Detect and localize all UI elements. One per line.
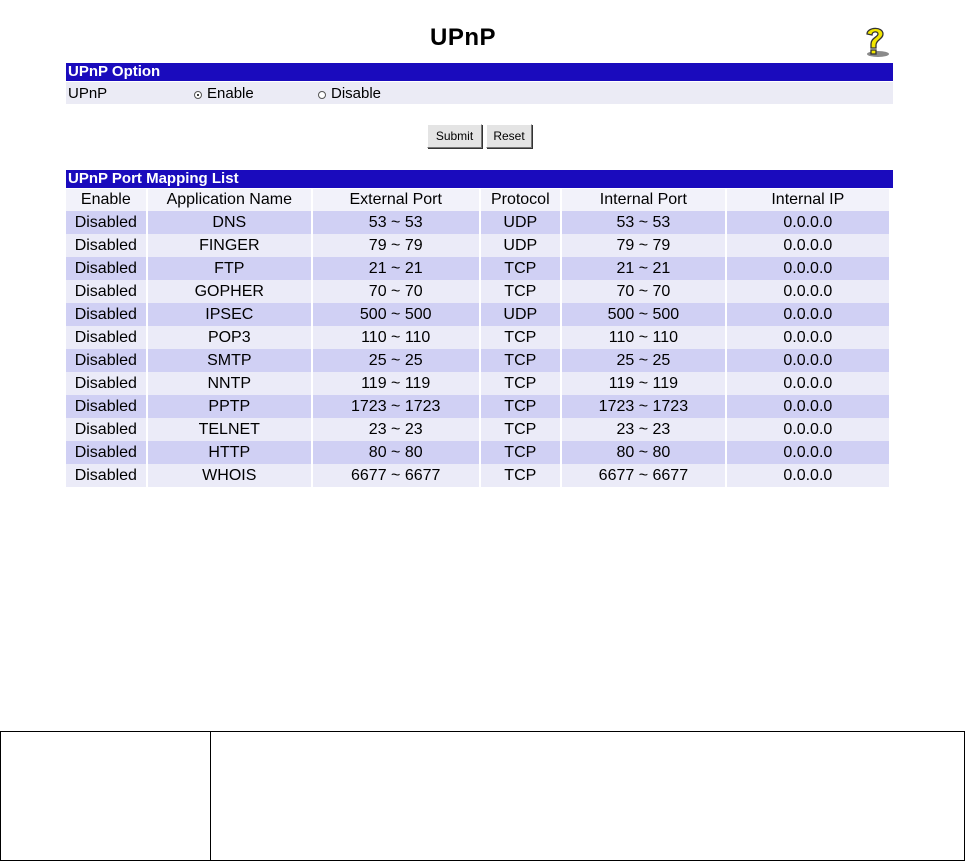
enable-radio[interactable] <box>194 82 254 106</box>
cell-protocol: TCP <box>481 326 561 349</box>
enable-radio-label: Enable <box>207 85 254 102</box>
disable-radio-indicator[interactable] <box>318 91 326 99</box>
cell-external-port: 1723 ~ 1723 <box>313 395 479 418</box>
cell-protocol: TCP <box>481 418 561 441</box>
table-row <box>66 441 889 464</box>
cell-application-name: IPSEC <box>148 303 311 326</box>
cell-internal-ip: 0.0.0.0 <box>727 326 889 349</box>
cell-internal-ip: 0.0.0.0 <box>727 211 889 234</box>
cell-internal-port: 70 ~ 70 <box>562 280 725 303</box>
cell-internal-ip: 0.0.0.0 <box>727 464 889 487</box>
port-mapping-table <box>64 189 891 487</box>
cell-external-port: 110 ~ 110 <box>313 326 479 349</box>
cell-external-port: 79 ~ 79 <box>313 234 479 257</box>
cell-internal-ip: 0.0.0.0 <box>727 441 889 464</box>
cell-enable: Disabled <box>66 372 146 395</box>
table-row <box>66 257 889 280</box>
cell-internal-port: 1723 ~ 1723 <box>562 395 725 418</box>
page-title: UPnP <box>429 24 496 51</box>
cell-protocol: TCP <box>481 395 561 418</box>
cell-protocol: TCP <box>481 372 561 395</box>
cell-internal-port: 119 ~ 119 <box>562 372 725 395</box>
cell-internal-ip: 0.0.0.0 <box>727 349 889 372</box>
cell-protocol: UDP <box>481 211 561 234</box>
cell-application-name: SMTP <box>148 349 311 372</box>
cell-external-port: 23 ~ 23 <box>313 418 479 441</box>
table-row <box>66 234 889 257</box>
cell-internal-port: 25 ~ 25 <box>562 349 725 372</box>
column-header: External Port <box>313 189 479 211</box>
help-question-icon[interactable] <box>858 24 892 58</box>
cell-application-name: FTP <box>148 257 311 280</box>
cell-enable: Disabled <box>66 234 146 257</box>
table-row <box>66 280 889 303</box>
cell-application-name: WHOIS <box>148 464 311 487</box>
cell-internal-port: 80 ~ 80 <box>562 441 725 464</box>
cell-application-name: HTTP <box>148 441 311 464</box>
cell-external-port: 500 ~ 500 <box>313 303 479 326</box>
cell-internal-ip: 0.0.0.0 <box>727 395 889 418</box>
cell-internal-port: 79 ~ 79 <box>562 234 725 257</box>
cell-protocol: TCP <box>481 280 561 303</box>
cell-enable: Disabled <box>66 211 146 234</box>
cell-external-port: 25 ~ 25 <box>313 349 479 372</box>
cell-internal-ip: 0.0.0.0 <box>727 257 889 280</box>
cell-application-name: DNS <box>148 211 311 234</box>
cell-protocol: TCP <box>481 349 561 372</box>
cell-enable: Disabled <box>66 349 146 372</box>
cell-internal-port: 110 ~ 110 <box>562 326 725 349</box>
table-row <box>66 418 889 441</box>
cell-internal-ip: 0.0.0.0 <box>727 234 889 257</box>
bottom-table-divider <box>210 732 211 860</box>
cell-application-name: POP3 <box>148 326 311 349</box>
cell-protocol: TCP <box>481 257 561 280</box>
disable-radio[interactable] <box>318 82 381 106</box>
reset-button[interactable]: Reset <box>486 124 532 148</box>
cell-internal-ip: 0.0.0.0 <box>727 372 889 395</box>
cell-internal-ip: 0.0.0.0 <box>727 303 889 326</box>
cell-internal-ip: 0.0.0.0 <box>727 418 889 441</box>
cell-external-port: 53 ~ 53 <box>313 211 479 234</box>
cell-enable: Disabled <box>66 441 146 464</box>
cell-external-port: 70 ~ 70 <box>313 280 479 303</box>
form-buttons <box>427 124 532 148</box>
cell-internal-port: 6677 ~ 6677 <box>562 464 725 487</box>
table-row <box>66 395 889 418</box>
column-header: Internal Port <box>562 189 725 211</box>
cell-enable: Disabled <box>66 464 146 487</box>
cell-internal-port: 500 ~ 500 <box>562 303 725 326</box>
cell-enable: Disabled <box>66 395 146 418</box>
cell-protocol: UDP <box>481 303 561 326</box>
cell-application-name: FINGER <box>148 234 311 257</box>
table-row <box>66 372 889 395</box>
enable-radio-indicator[interactable] <box>194 91 202 99</box>
table-row <box>66 211 889 234</box>
table-row <box>66 464 889 487</box>
upnp-option-row <box>66 82 893 104</box>
cell-application-name: GOPHER <box>148 280 311 303</box>
submit-button[interactable]: Submit <box>427 124 482 148</box>
cell-external-port: 6677 ~ 6677 <box>313 464 479 487</box>
upnp-option-header: UPnP Option <box>66 63 893 81</box>
cell-external-port: 119 ~ 119 <box>313 372 479 395</box>
cell-internal-port: 53 ~ 53 <box>562 211 725 234</box>
cell-enable: Disabled <box>66 418 146 441</box>
disable-radio-label: Disable <box>331 85 382 102</box>
cell-enable: Disabled <box>66 257 146 280</box>
cell-protocol: UDP <box>481 234 561 257</box>
table-row <box>66 303 889 326</box>
cell-internal-ip: 0.0.0.0 <box>727 280 889 303</box>
cell-application-name: NNTP <box>148 372 311 395</box>
table-header-row <box>66 189 889 211</box>
column-header: Internal IP <box>727 189 889 211</box>
bottom-table-frame <box>0 731 965 861</box>
cell-enable: Disabled <box>66 326 146 349</box>
cell-application-name: TELNET <box>148 418 311 441</box>
cell-external-port: 21 ~ 21 <box>313 257 479 280</box>
cell-internal-port: 21 ~ 21 <box>562 257 725 280</box>
table-body <box>66 211 889 487</box>
column-header: Enable <box>66 189 146 211</box>
column-header: Protocol <box>481 189 561 211</box>
cell-internal-port: 23 ~ 23 <box>562 418 725 441</box>
port-mapping-header: UPnP Port Mapping List <box>66 170 893 188</box>
upnp-label: UPnP <box>68 85 108 102</box>
cell-protocol: TCP <box>481 464 561 487</box>
cell-protocol: TCP <box>481 441 561 464</box>
table-row <box>66 326 889 349</box>
cell-enable: Disabled <box>66 280 146 303</box>
cell-external-port: 80 ~ 80 <box>313 441 479 464</box>
cell-enable: Disabled <box>66 303 146 326</box>
cell-application-name: PPTP <box>148 395 311 418</box>
column-header: Application Name <box>148 189 311 211</box>
table-row <box>66 349 889 372</box>
